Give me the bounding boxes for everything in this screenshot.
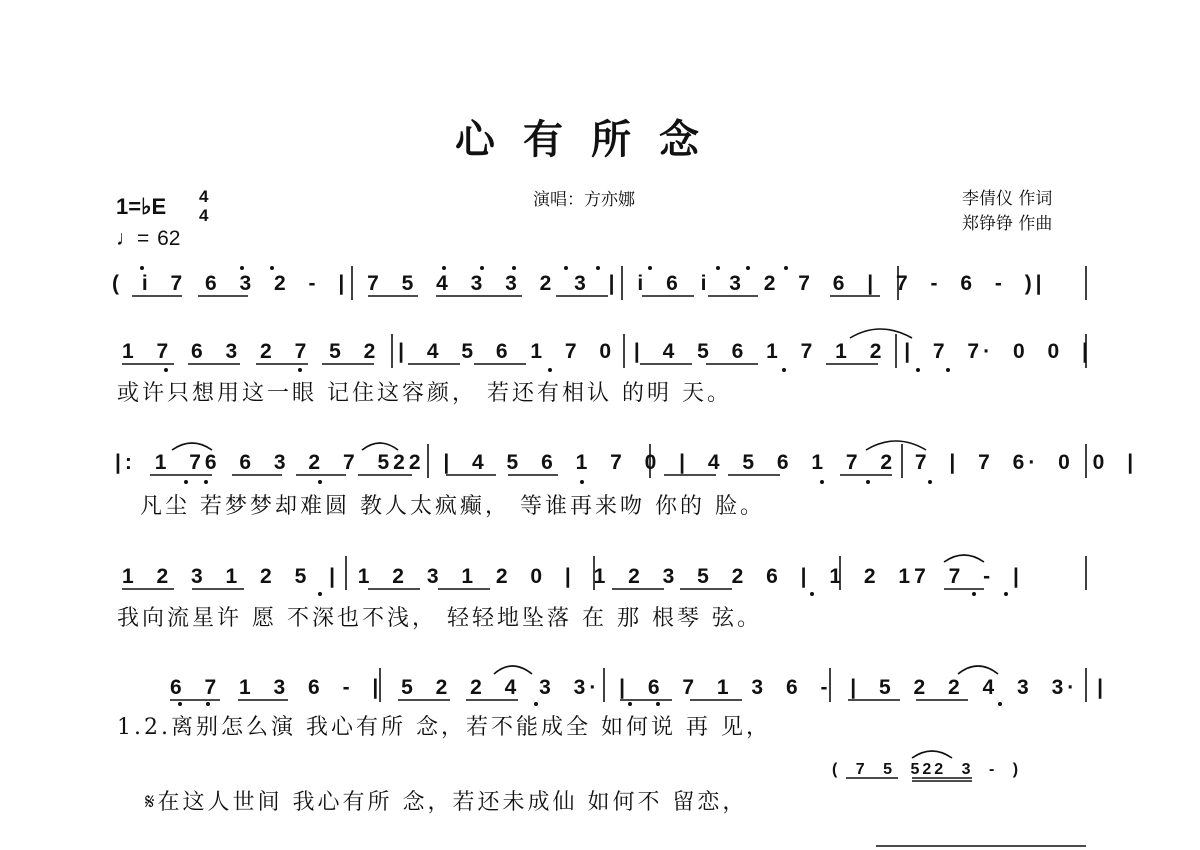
score-row-notes: |: 1 76 6 3 2 7 522 | 4 5 6 1 7 0 | 4 5 6 1 7 2 7 | 7 6· 0 0 | (115, 451, 1138, 474)
slur-marks (172, 329, 998, 758)
time-signature-bottom: 4 (199, 206, 209, 225)
key-signature: 1=♭E (116, 194, 167, 219)
beam-lines (122, 296, 984, 781)
lyricist-credit: 李倩仪 作词 (962, 189, 1053, 209)
lyric-line: 或许只想用这一眼 记住这容颜， 若还有相认 的明 天。 (117, 381, 732, 406)
lyric-line: 我向流星许 愿 不深也不浅， 轻轻地坠落 在 那 根琴 弦。 (117, 606, 762, 631)
bar-lines (346, 266, 1086, 702)
lyric-line: 1.2.离别怎么演 我心有所 念，若不能成全 如何说 再 见， (117, 715, 771, 740)
score-row-notes: 1 7 6 3 2 7 5 2 | 4 5 6 1 7 0 | 4 5 6 1 7 1 2 | 7 7· 0 0 | (122, 340, 1092, 363)
tempo-marking: ♩= 62 (116, 227, 181, 250)
lyric-line: 凡尘 若梦梦却难圆 教人太疯癫， 等谁再来吻 你的 脸。 (140, 494, 765, 519)
time-signature-top: 4 (199, 187, 209, 206)
score-row-notes: 1 2 3 1 2 5 | 1 2 3 1 2 0 | 1 2 3 5 2 6 | 1 2 17 7 - | (122, 565, 1023, 588)
composer-credit: 郑铮铮 作曲 (962, 214, 1053, 234)
octave-dots (140, 266, 1008, 706)
lyric-line: 𝄋在这人世间 我心有所 念，若还未成仙 如何不 留恋， (145, 790, 748, 815)
interlude-notes: ( 7 5 522 3 - ) (832, 761, 1022, 778)
score-row-notes: 6 7 1 3 6 - | 5 2 2 4 3 3· | 6 7 1 3 6 - | 5 2 2 4 3 3· | (170, 676, 1107, 699)
score-row-notes: ( i 7 6 3 2 - | 7 5 4 3 3 2 3 | i 6 i 3 2 7 6 | 7 - 6 - )| (112, 272, 1046, 295)
singer-credit: 演唱：方亦娜 (533, 190, 635, 210)
song-title: 心有所念 (455, 116, 727, 163)
